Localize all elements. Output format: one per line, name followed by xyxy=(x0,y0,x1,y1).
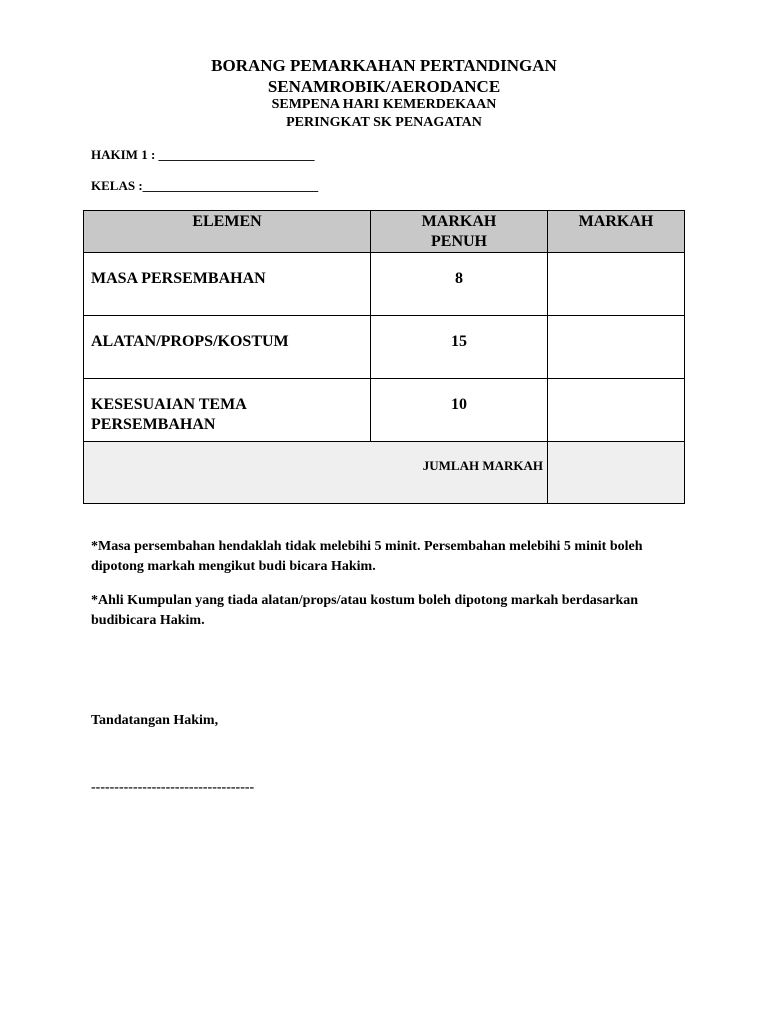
markah-input-cell[interactable] xyxy=(548,379,685,442)
form-title-line1: BORANG PEMARKAHAN PERTANDINGAN xyxy=(211,56,557,75)
elemen-cell: ALATAN/PROPS/KOSTUM xyxy=(84,316,371,379)
kelas-field[interactable]: KELAS :___________________________ xyxy=(91,178,319,193)
elemen-line1: KESESUAIAN TEMA xyxy=(91,396,247,413)
markah-input-cell[interactable] xyxy=(548,253,685,316)
markah-penuh-cell: 10 xyxy=(371,379,548,442)
header-markah-penuh xyxy=(371,211,548,253)
form-subtitle-line1: SEMPENA HARI KEMERDEKAAN xyxy=(271,97,497,112)
markah-penuh-cell: 8 xyxy=(371,253,548,316)
form-title-line2: SENAMROBIK/AERODANCE xyxy=(267,77,501,96)
header-markah-penuh-line1: MARKAH xyxy=(421,213,497,230)
elemen-cell: MASA PERSEMBAHAN xyxy=(84,253,371,316)
score-table xyxy=(83,210,685,504)
signature-line[interactable]: ----------------------------------- xyxy=(91,780,255,795)
signature-label: Tandatangan Hakim, xyxy=(91,713,219,728)
form-subtitle-line2: PERINGKAT SK PENAGATAN xyxy=(286,115,482,130)
total-label: JUMLAH MARKAH xyxy=(84,442,548,504)
table-row xyxy=(84,316,685,379)
hakim-field[interactable]: HAKIM 1 : ________________________ xyxy=(91,147,315,162)
table-row xyxy=(84,253,685,316)
elemen-line2: PERSEMBAHAN xyxy=(91,416,216,433)
total-row xyxy=(84,442,685,504)
elemen-cell xyxy=(84,379,371,442)
note-alatan-props: *Ahli Kumpulan yang tiada alatan/props/atau kostum boleh dipotong markah berdasarkan budibicara Hakim. xyxy=(91,593,639,628)
header-markah-penuh-line2: PENUH xyxy=(431,233,487,250)
table-row xyxy=(84,379,685,442)
table-header-row xyxy=(84,211,685,253)
total-value-cell[interactable] xyxy=(548,442,685,504)
header-markah: MARKAH xyxy=(548,211,685,253)
note-masa-persembahan: *Masa persembahan hendaklah tidak melebihi 5 minit. Persembahan melebihi 5 minit boleh dipotong markah mengikut budi bicara Hakim. xyxy=(91,539,643,574)
header-elemen: ELEMEN xyxy=(84,211,371,253)
markah-input-cell[interactable] xyxy=(548,316,685,379)
markah-penuh-cell: 15 xyxy=(371,316,548,379)
